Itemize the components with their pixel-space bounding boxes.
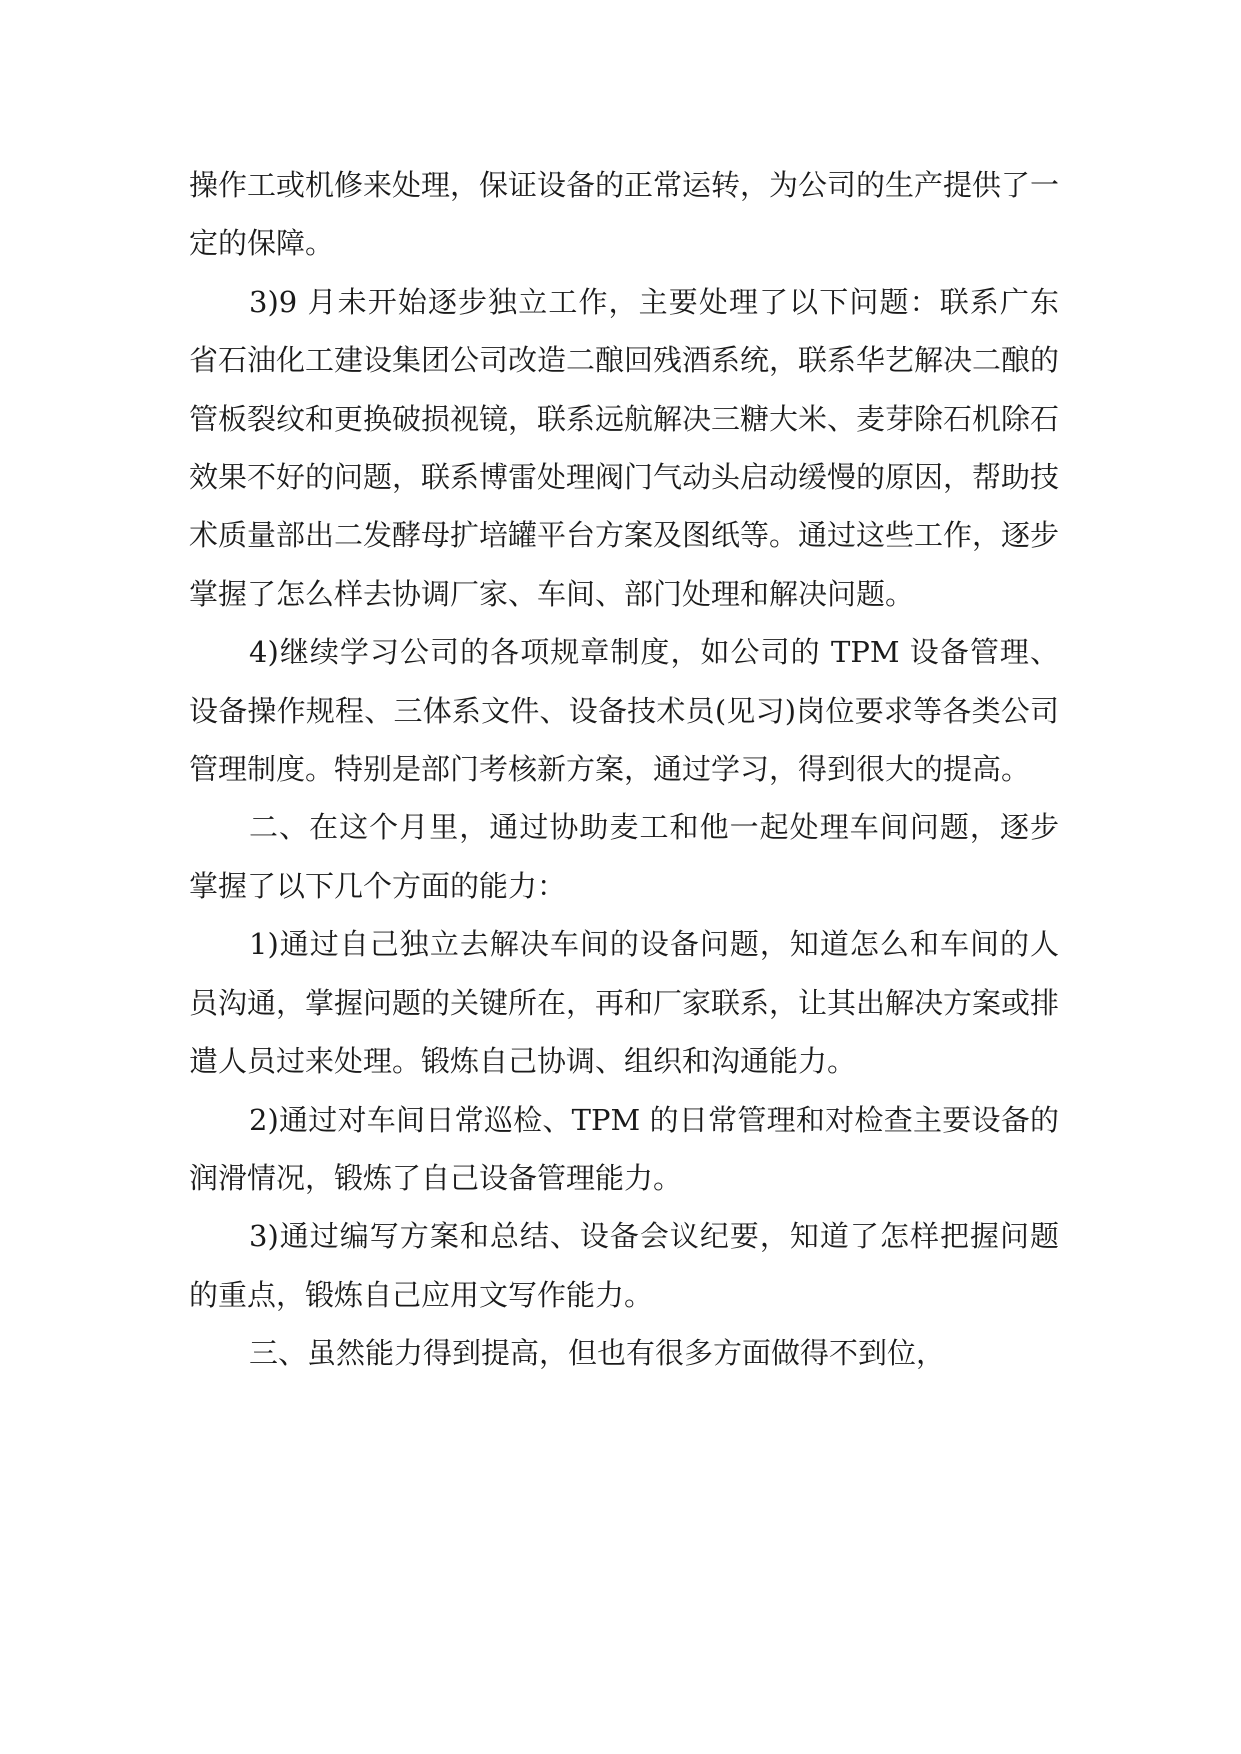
paragraph-7: 3)通过编写方案和总结、设备会议纪要，知道了怎样把握问题的重点，锻炼自己应用文写作能力。	[189, 1219, 1059, 1312]
paragraph-4: 二、在这个月里，通过协助麦工和他一起处理车间问题，逐步掌握了以下几个方面的能力：	[189, 810, 1059, 903]
paragraph-2: 3)9 月未开始逐步独立工作，主要处理了以下问题：联系广东省石油化工建设集团公司改造二酿回残酒系统，联系华艺解决二酿的管板裂纹和更换破损视镜，联系远航解决三糖大米、麦芽除石机除石效果不好的问题，联系博雷处理阀门气动头启动缓慢的原因，帮助技术质量部出二发酵母扩培罐平台方案及图纸等。通过这些工作，逐步掌握了怎么样去协调厂家、车间、部门处理和解决问题。	[189, 284, 1060, 611]
document-body	[189, 156, 1059, 1383]
paragraph-3: 4)继续学习公司的各项规章制度，如公司的 TPM 设备管理、设备操作规程、三体系文件、设备技术员(见习)岗位要求等各类公司管理制度。特别是部门考核新方案，通过学习，得到很大的提高。	[189, 635, 1059, 787]
paragraph-5: 1)通过自己独立去解决车间的设备问题，知道怎么和车间的人员沟通，掌握问题的关键所在，再和厂家联系，让其出解决方案或排遣人员过来处理。锻炼自己协调、组织和沟通能力。	[189, 927, 1060, 1079]
paragraph-1: 操作工或机修来处理，保证设备的正常运转，为公司的生产提供了一定的保障。	[189, 168, 1060, 261]
paragraph-8: 三、虽然能力得到提高，但也有很多方面做得不到位，	[249, 1336, 946, 1371]
paragraph-6: 2)通过对车间日常巡检、TPM 的日常管理和对检查主要设备的润滑情况，锻炼了自己设备管理能力。	[189, 1102, 1059, 1195]
